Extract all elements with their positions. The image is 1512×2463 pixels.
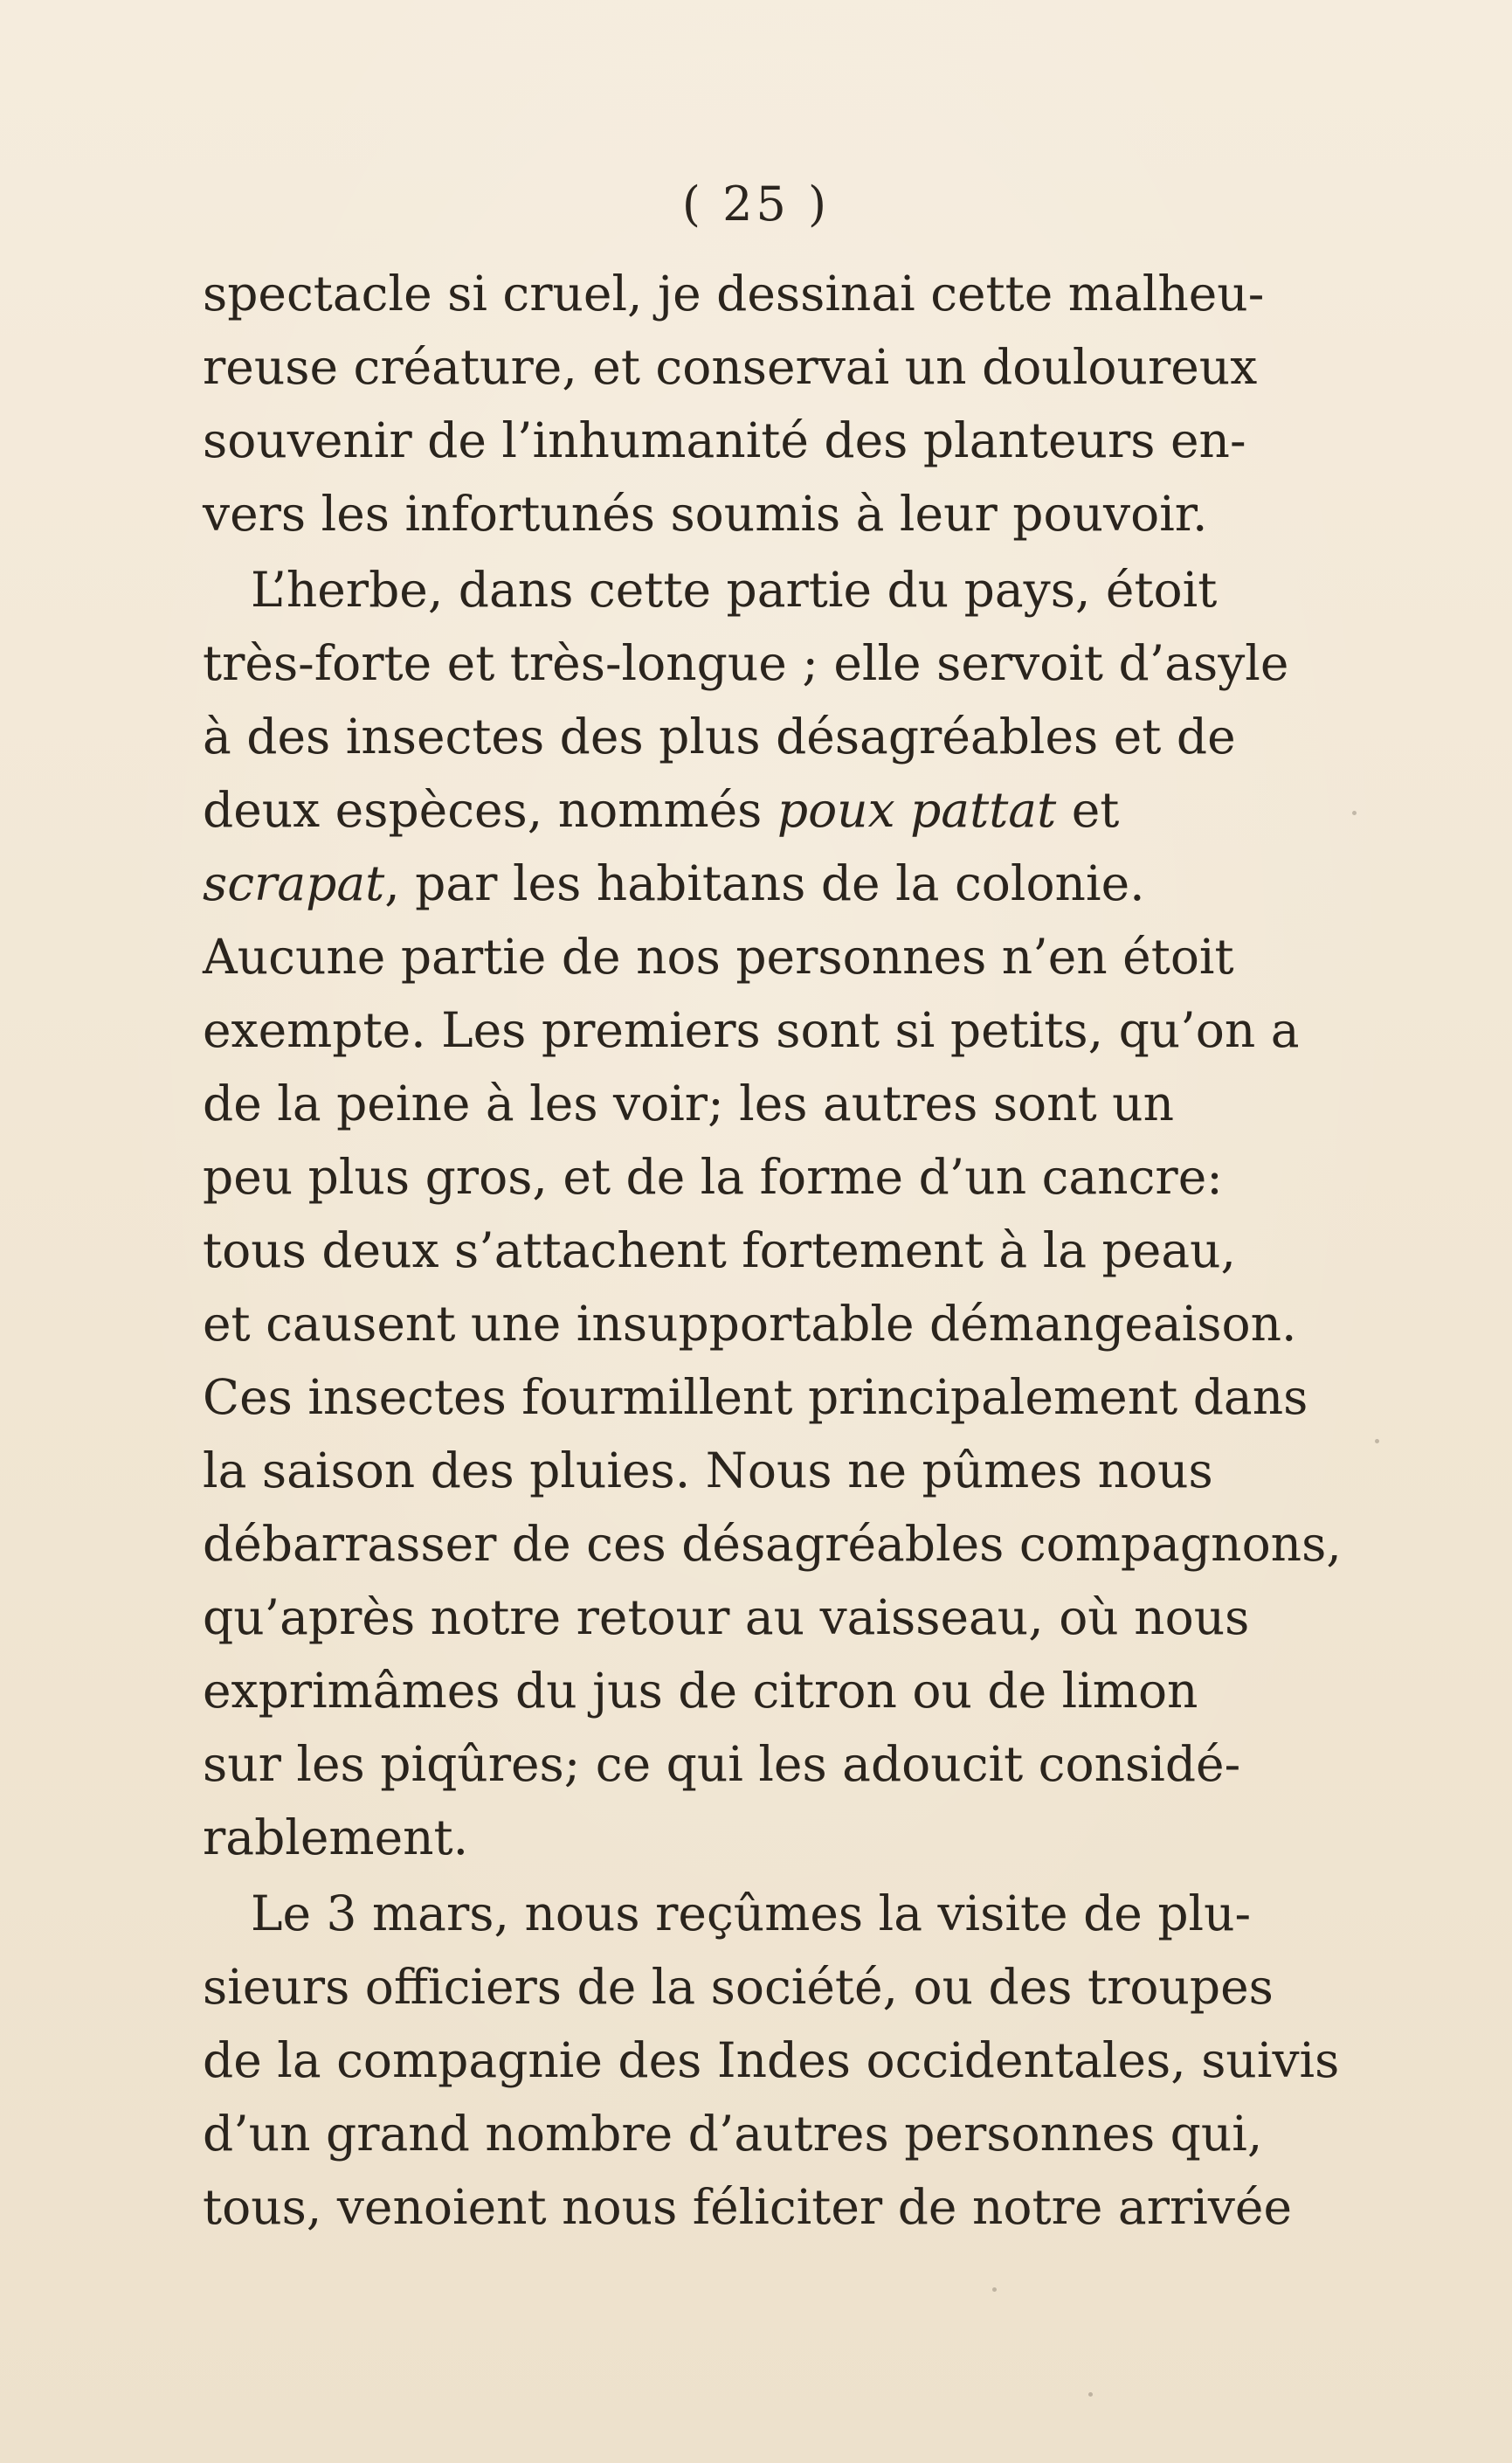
text-line-content: d’un grand nombre d’autres personnes qui,	[203, 2106, 1263, 2162]
text-line	[203, 847, 1277, 920]
paper-speck	[1375, 1439, 1379, 1443]
text-line-content: et causent une insupportable démangeaison.	[203, 1296, 1297, 1352]
text-line-content: exprimâmes du jus de citron ou de limon	[203, 1663, 1198, 1719]
body-text	[203, 257, 1342, 2244]
text-line	[203, 1507, 1342, 1581]
text-line	[203, 1287, 1297, 1360]
text-line	[203, 257, 1277, 330]
text-line-content: tous deux s’attachent fortement à la peau,	[203, 1222, 1237, 1278]
text-line	[203, 1360, 1308, 1434]
text-segment: et	[1071, 782, 1120, 838]
text-line-content	[203, 847, 1145, 920]
text-line	[203, 2024, 1340, 2097]
italic-term: poux pattat	[777, 782, 1057, 838]
text-line-content: sieurs officiers de la société, ou des troupes	[203, 1959, 1274, 2015]
text-line-content: Le 3 mars, nous reçûmes la visite de plu-	[251, 1885, 1252, 1941]
text-line-content: Aucune partie de nos personnes n’en étoit	[203, 929, 1234, 985]
text-line-content: exempte. Les premiers sont si petits, qu’on a	[203, 1002, 1300, 1058]
text-line	[203, 920, 1277, 993]
text-line	[203, 553, 1277, 626]
text-line-content	[203, 773, 1119, 847]
paper-speck	[1352, 811, 1357, 815]
text-line-content: Ces insectes fourmillent principalement dans	[203, 1369, 1308, 1425]
text-line-content: de la peine à les voir; les autres sont un	[203, 1076, 1175, 1131]
text-line	[203, 477, 1277, 550]
text-segment: , par les habitans de la colonie.	[384, 855, 1145, 911]
text-line	[203, 626, 1289, 700]
text-line	[203, 2097, 1277, 2170]
text-line	[203, 2170, 1293, 2244]
page-number: ( 25 )	[681, 176, 831, 232]
text-line-content: la saison des pluies. Nous ne pûmes nous	[203, 1443, 1213, 1498]
text-line-content: rablement.	[203, 1809, 469, 1865]
text-line	[203, 993, 1300, 1067]
text-line	[203, 1801, 1277, 1874]
text-line-content: souvenir de l’inhumanité des planteurs en-	[203, 412, 1246, 468]
text-line	[203, 1877, 1277, 1950]
text-line-content: qu’après notre retour au vaisseau, où nous	[203, 1589, 1250, 1645]
text-line	[203, 1581, 1277, 1654]
text-line-content: vers les infortunés soumis à leur pouvoir.	[203, 486, 1208, 542]
text-line-content: reuse créature, et conservai un douloureux	[203, 339, 1258, 395]
text-line	[203, 330, 1277, 404]
text-line-content: tous, venoient nous féliciter de notre arrivée	[203, 2179, 1293, 2235]
text-segment: deux espèces, nommés	[203, 782, 763, 838]
text-line-content: sur les piqûres; ce qui les adoucit considé-	[203, 1736, 1241, 1792]
text-line	[203, 404, 1277, 477]
paper-speck	[992, 2287, 997, 2292]
italic-term: scrapat	[203, 855, 385, 911]
text-line-content: peu plus gros, et de la forme d’un cancre:	[203, 1149, 1223, 1205]
text-line	[203, 1140, 1277, 1214]
text-line-content: spectacle si cruel, je dessinai cette malheu-	[203, 266, 1265, 322]
text-line-content: L’herbe, dans cette partie du pays, étoit	[251, 562, 1218, 618]
text-line	[203, 1654, 1277, 1727]
text-line-content: débarrasser de ces désagréables compagnons,	[203, 1516, 1342, 1572]
text-line	[203, 700, 1277, 773]
text-line	[203, 1434, 1277, 1507]
text-line	[203, 1727, 1277, 1801]
paper-speck	[1088, 2392, 1093, 2397]
text-line-content: à des insectes des plus désagréables et de	[203, 709, 1236, 764]
text-line	[203, 1067, 1277, 1140]
text-line	[203, 1214, 1277, 1287]
text-line-content: très-forte et très-longue ; elle servoit d’asyle	[203, 635, 1289, 691]
text-line-content: de la compagnie des Indes occidentales, suivis	[203, 2032, 1340, 2088]
text-line	[203, 1950, 1277, 2024]
text-line	[203, 773, 1277, 847]
